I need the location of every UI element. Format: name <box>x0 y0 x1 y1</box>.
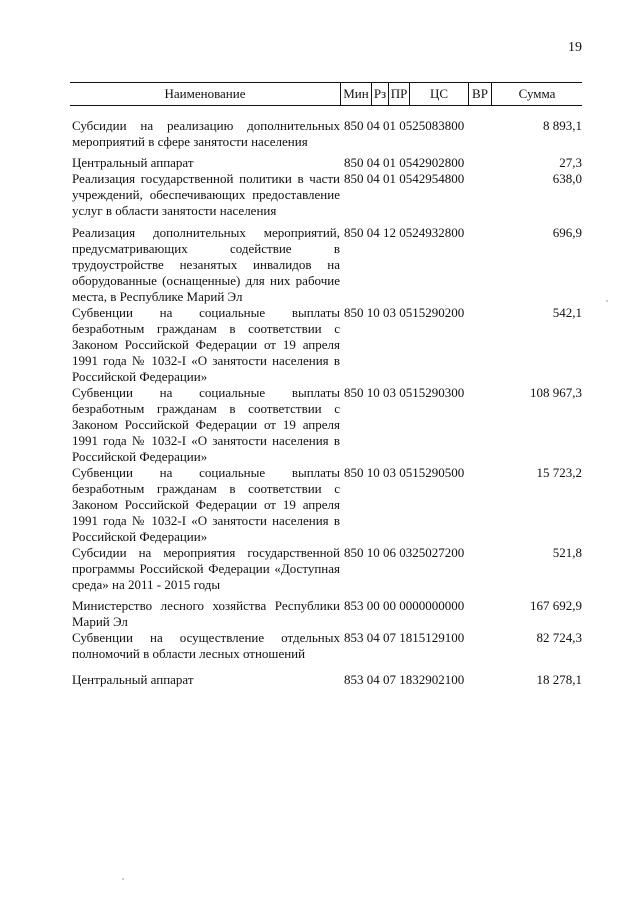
table-row <box>72 305 582 385</box>
row-codes <box>344 598 464 614</box>
table-body <box>72 118 582 688</box>
row-pr: 03 <box>383 305 396 320</box>
row-min: 850 <box>344 385 364 400</box>
row-rz: 04 <box>366 118 380 133</box>
row-sum: 27,3 <box>559 155 582 170</box>
row-sum: 18 278,1 <box>536 672 582 687</box>
row-min: 850 <box>344 225 364 240</box>
row-vr: 000 <box>444 598 465 613</box>
row-codes <box>344 545 464 561</box>
row-name: Субвенции на социальные выплаты безработным гражданам в соответствии с Законом Российской Федерации от 19 апреля 1991 года № 1032-I «О занятости населения в Российской Федерации» <box>72 305 340 384</box>
table-row <box>72 545 582 593</box>
row-min: 853 <box>344 630 364 645</box>
table-header <box>70 82 582 106</box>
row-sum: 82 724,3 <box>536 630 582 645</box>
row-min: 850 <box>344 305 364 320</box>
row-pr: 03 <box>383 385 396 400</box>
row-min: 850 <box>344 155 364 170</box>
row-sum: 638,0 <box>552 171 582 186</box>
row-codes <box>344 385 464 401</box>
row-pr: 01 <box>383 171 396 186</box>
row-pr: 07 <box>383 672 396 687</box>
row-vr: 800 <box>444 155 465 170</box>
table-row <box>72 171 582 219</box>
row-vr: 300 <box>444 385 465 400</box>
row-rz: 10 <box>366 545 380 560</box>
row-rz: 04 <box>366 672 380 687</box>
row-vr: 800 <box>444 171 465 186</box>
header-min: Мин <box>343 86 369 101</box>
row-min: 850 <box>344 465 364 480</box>
row-cs: 0515290 <box>399 305 445 320</box>
header-pr: ПР <box>390 86 408 101</box>
row-name: Министерство лесного хозяйства Республики Марий Эл <box>72 598 340 629</box>
row-vr: 200 <box>444 545 465 560</box>
row-sum: 15 723,2 <box>536 465 582 480</box>
table-row <box>72 598 582 630</box>
table-row <box>72 672 582 688</box>
header-sum: Сумма <box>518 86 556 101</box>
header-name: Наименование <box>164 86 246 101</box>
row-rz: 04 <box>366 171 380 186</box>
row-vr: 100 <box>444 672 465 687</box>
row-codes <box>344 155 464 171</box>
row-rz: 10 <box>366 385 380 400</box>
row-pr: 01 <box>383 118 396 133</box>
row-pr: 07 <box>383 630 396 645</box>
row-pr: 00 <box>383 598 396 613</box>
row-rz: 10 <box>366 465 380 480</box>
table-row <box>72 385 582 465</box>
row-cs: 0542902 <box>399 155 445 170</box>
row-cs: 0515290 <box>399 465 445 480</box>
row-min: 853 <box>344 598 364 613</box>
row-min: 850 <box>344 545 364 560</box>
row-sum: 108 967,3 <box>530 385 582 400</box>
row-sum: 167 692,9 <box>530 598 582 613</box>
row-cs: 1832902 <box>399 672 445 687</box>
row-pr: 03 <box>383 465 396 480</box>
row-rz: 00 <box>366 598 380 613</box>
row-vr: 100 <box>444 630 465 645</box>
row-min: 853 <box>344 672 364 687</box>
row-codes <box>344 225 464 241</box>
row-codes <box>344 118 464 134</box>
row-codes <box>344 465 464 481</box>
row-cs: 0325027 <box>399 545 445 560</box>
row-rz: 04 <box>366 155 380 170</box>
table-row <box>72 465 582 545</box>
row-codes <box>344 171 464 187</box>
table-row <box>72 225 582 305</box>
row-codes <box>344 305 464 321</box>
row-min: 850 <box>344 171 364 186</box>
row-sum: 696,9 <box>552 225 582 240</box>
table-row <box>72 118 582 150</box>
row-rz: 04 <box>366 630 380 645</box>
row-rz: 10 <box>366 305 380 320</box>
row-name: Центральный аппарат <box>72 672 194 687</box>
row-cs: 0524932 <box>399 225 445 240</box>
row-vr: 800 <box>444 118 465 133</box>
row-name: Субсидии на реализацию дополнительных мероприятий в сфере занятости населения <box>72 118 340 149</box>
row-name: Реализация государственной политики в части учреждений, обеспечивающих предоставление услуг в области занятости населения <box>72 171 340 218</box>
row-cs: 0515290 <box>399 385 445 400</box>
page-number: 19 <box>568 40 582 55</box>
row-vr: 800 <box>444 225 465 240</box>
scan-speck <box>606 300 608 302</box>
row-cs: 0000000 <box>399 598 445 613</box>
row-name: Реализация дополнительных мероприятий, предусматривающих содействие в трудоустройстве незанятых инвалидов на оборудованные (оснащенные) для них рабочие места, в Республике Марий Эл <box>72 225 340 304</box>
row-cs: 1815129 <box>399 630 445 645</box>
row-name: Субвенции на социальные выплаты безработным гражданам в соответствии с Законом Российской Федерации от 19 апреля 1991 года № 1032-I «О занятости населения в Российской Федерации» <box>72 465 340 544</box>
row-rz: 04 <box>366 225 380 240</box>
row-name: Субсидии на мероприятия государственной программы Российской Федерации «Доступная среда» на 2011 - 2015 годы <box>72 545 340 592</box>
row-name: Центральный аппарат <box>72 155 194 170</box>
scan-speck <box>122 878 124 880</box>
row-name: Субвенции на осуществление отдельных полномочий в области лесных отношений <box>72 630 340 661</box>
row-pr: 06 <box>383 545 396 560</box>
row-vr: 200 <box>444 305 465 320</box>
row-name: Субвенции на социальные выплаты безработным гражданам в соответствии с Законом Российской Федерации от 19 апреля 1991 года № 1032-I «О занятости населения в Российской Федерации» <box>72 385 340 464</box>
row-codes <box>344 630 464 646</box>
table-row <box>72 155 582 171</box>
row-cs: 0542954 <box>399 171 445 186</box>
row-pr: 01 <box>383 155 396 170</box>
row-min: 850 <box>344 118 364 133</box>
row-sum: 521,8 <box>552 545 582 560</box>
row-cs: 0525083 <box>399 118 445 133</box>
header-vr: ВР <box>472 86 488 101</box>
row-codes <box>344 672 464 688</box>
header-rz: Рз <box>373 86 387 101</box>
row-sum: 8 893,1 <box>543 118 582 133</box>
row-pr: 12 <box>383 225 396 240</box>
table-row <box>72 630 582 662</box>
header-cs: ЦС <box>429 86 449 101</box>
row-vr: 500 <box>444 465 465 480</box>
row-sum: 542,1 <box>552 305 582 320</box>
